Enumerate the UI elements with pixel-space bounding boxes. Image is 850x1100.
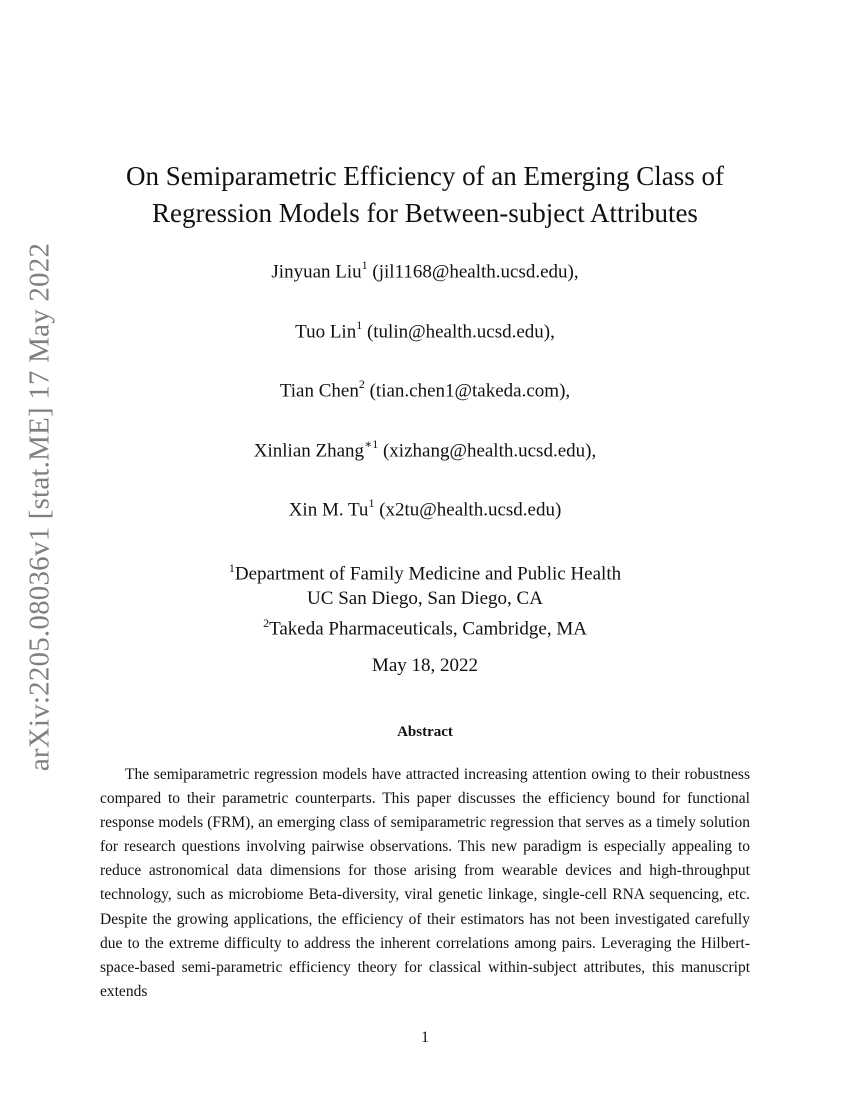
affiliation-marker: 2 (263, 616, 270, 631)
author-line (0, 438, 850, 462)
author-line (0, 319, 850, 343)
affiliation-2-company: Takeda Pharmaceuticals, Cambridge, MA (269, 618, 587, 640)
author-name: Tian Chen (279, 380, 359, 402)
author-name: Tuo Lin (295, 321, 357, 343)
affiliation-1 (0, 556, 850, 586)
author-name: Jinyuan Liu (271, 261, 362, 283)
author-line (0, 259, 850, 283)
arxiv-identifier-stamp: arXiv:2205.08036v1 [stat.ME] 17 May 2022 (23, 242, 56, 772)
affiliation-marker: 1 (228, 561, 235, 575)
title-line-1: On Semiparametric Efficiency of an Emerging Class of (125, 161, 725, 191)
author-name: Xin M. Tu (288, 499, 369, 521)
abstract-heading: Abstract (397, 724, 453, 740)
author-line (0, 378, 850, 402)
author-email: (tulin@health.ucsd.edu), (366, 321, 555, 343)
publication-date: May 18, 2022 (371, 655, 479, 676)
affiliation-1-location: UC San Diego, San Diego, CA (307, 588, 543, 610)
affiliation-1-department: Department of Family Medicine and Public Health (234, 563, 622, 585)
author-email: (tian.chen1@takeda.com), (369, 380, 571, 402)
author-affiliation-marker: 1 (361, 258, 368, 272)
author-name: Xinlian Zhang (253, 440, 365, 462)
author-affiliation-marker: 2 (358, 377, 365, 391)
author-email: (jil1168@health.ucsd.edu), (372, 261, 579, 283)
abstract-text: The semiparametric regression models have attracted increasing attention owing to their robustness compared to their parametric counterparts. This paper discusses the efficiency bound for functional response models (FRM), an emerging class of semiparametric regression that serves as a timely solution for research questions involving pairwise observations. This new paradigm is especially appealing to reduce astronomical data dimensions for those arising from wearable devices and high-throughput technology, such as microbiome Beta-diversity, viral genetic linkage, single-cell RNA sequencing, etc. Despite the growing applications, the efficiency of their estimators has not been investigated carefully due to the extreme difficulty to address the inherent correlations among pairs. Leveraging the Hilbert-space-based semi-parametric efficiency theory for classical within-subject attributes, this manuscript extends (100, 766, 750, 1000)
title-line-2: Regression Models for Between-subject Attributes (152, 198, 698, 228)
page-number: 1 (421, 1029, 429, 1046)
author-email: (x2tu@health.ucsd.edu) (379, 499, 562, 521)
author-email: (xizhang@health.ucsd.edu), (382, 440, 597, 462)
author-affiliation-marker: 1 (356, 318, 363, 332)
paper-title (0, 158, 850, 232)
author-affiliation-marker: 1 (368, 496, 375, 510)
affiliations-block (0, 556, 850, 642)
affiliation-2 (0, 611, 850, 641)
author-affiliation-marker: ∗1 (364, 437, 379, 451)
author-line (0, 497, 850, 521)
